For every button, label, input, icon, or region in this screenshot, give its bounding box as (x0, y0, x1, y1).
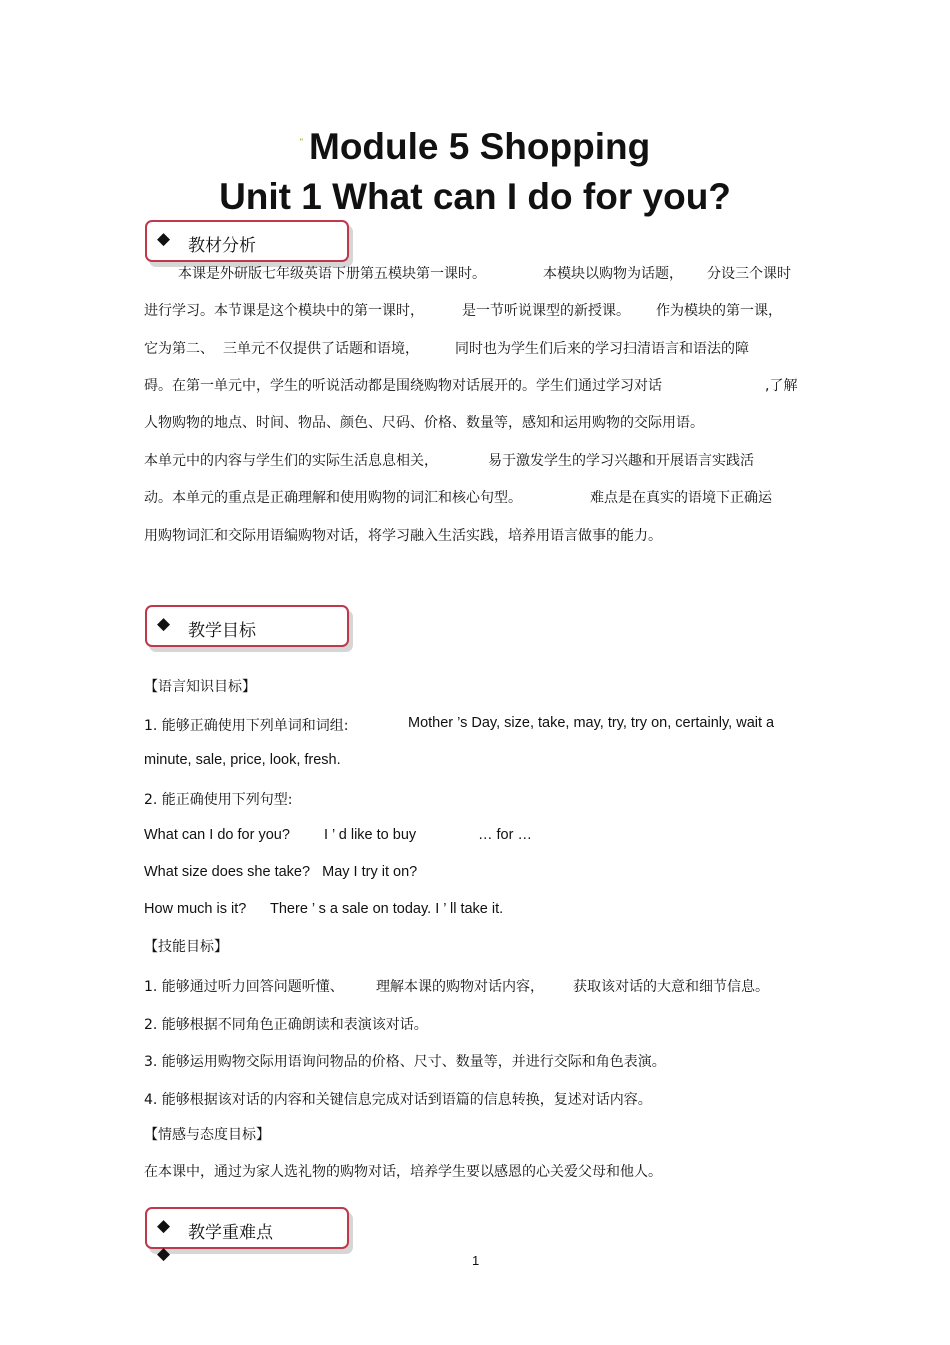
text-line: 2. 能够根据不同角色正确朗读和表演该对话。 (144, 1017, 428, 1033)
page-title-line2: Unit 1 What can I do for you? (219, 176, 731, 217)
text-line: 碍。在第一单元中，学生的听说活动都是围绕购物对话展开的。学生们通过学习对话 (144, 378, 662, 394)
diamond-bullet-icon: ◆ (157, 614, 171, 634)
text-line: 本单元中的内容与学生们的实际生活息息相关， (144, 453, 438, 469)
text-line: 2. 能正确使用下列句型: (144, 792, 293, 808)
sentence-pattern: There ’ s a sale on today. I ’ ll take it. (270, 901, 504, 917)
text-line: 动。本单元的重点是正确理解和使用购物的词汇和核心句型。 (144, 490, 522, 506)
vocabulary-list: Mother ’s Day, size, take, may, try, try on, certainly, wait a (408, 715, 775, 731)
text-line: 在本课中，通过为家人选礼物的购物对话，培养学生要以感恩的心关爱父母和他人。 (144, 1164, 662, 1180)
section-label: 教材分析 (188, 236, 256, 256)
text-line: 它为第二、 (144, 341, 214, 357)
text-line: ,了解 (765, 378, 798, 394)
text-line: 1. 能够通过听力回答问题听懂、 (144, 979, 344, 995)
text-line: 是一节听说课型的新授课。 (462, 303, 630, 319)
text-line: 人物购物的地点、时间、物品、颜色、尺码、价格、数量等，感知和运用购物的交际用语。 (144, 415, 704, 431)
text-line: 理解本课的购物对话内容， (376, 979, 544, 995)
text-line: 易于激发学生的学习兴趣和开展语言实践活 (488, 453, 754, 469)
text-line: 难点是在真实的语境下正确运 (590, 490, 772, 506)
stray-mark: " (299, 137, 303, 147)
subheading-skills: 【技能目标】 (144, 939, 228, 955)
section-heading-key-points (145, 1207, 349, 1249)
text-line: 进行学习。本节课是这个模块中的第一课时， (144, 303, 424, 319)
section-heading-analysis (145, 220, 349, 262)
title-text-1: Module 5 Shopping (309, 126, 651, 167)
subheading-emotion: 【情感与态度目标】 (144, 1127, 270, 1143)
text-line: 3. 能够运用购物交际用语询问物品的价格、尺寸、数量等，并进行交际和角色表演。 (144, 1054, 666, 1070)
text-line: 同时也为学生们后来的学习扫清语言和语法的障 (455, 341, 749, 357)
text-line: 分设三个课时 (707, 266, 791, 282)
text-line: 本模块以购物为话题， (543, 266, 683, 282)
sentence-pattern: … for … (478, 827, 532, 843)
section-label: 教学目标 (188, 621, 256, 641)
diamond-bullet-icon: ◆ (157, 1244, 171, 1264)
section-label: 教学重难点 (188, 1223, 273, 1243)
text-line: 获取该对话的大意和细节信息。 (573, 979, 769, 995)
diamond-bullet-icon: ◆ (157, 229, 171, 249)
page-title-line1 (0, 126, 950, 168)
sentence-pattern: I ’ d like to buy (324, 827, 417, 843)
text-line: 1. 能够正确使用下列单词和词组: (144, 718, 349, 734)
text-line: 三单元不仅提供了话题和语境， (223, 341, 419, 357)
subheading-language: 【语言知识目标】 (144, 679, 256, 695)
diamond-bullet-icon: ◆ (157, 1216, 171, 1236)
text-line: 本课是外研版七年级英语下册第五模块第一课时。 (178, 266, 486, 282)
page-number: 1 (472, 1253, 480, 1268)
text-line: 用购物词汇和交际用语编购物对话，将学习融入生活实践，培养用语言做事的能力。 (144, 528, 662, 544)
text-line: 作为模块的第一课， (656, 303, 782, 319)
sentence-pattern: What can I do for you? (144, 827, 290, 843)
sentence-pattern: What size does she take? May I try it on? (144, 864, 418, 880)
section-heading-objectives (145, 605, 349, 647)
vocabulary-list-cont: minute, sale, price, look, fresh. (144, 752, 341, 768)
sentence-pattern: How much is it? (144, 901, 247, 917)
text-line: 4. 能够根据该对话的内容和关键信息完成对话到语篇的信息转换，复述对话内容。 (144, 1092, 652, 1108)
